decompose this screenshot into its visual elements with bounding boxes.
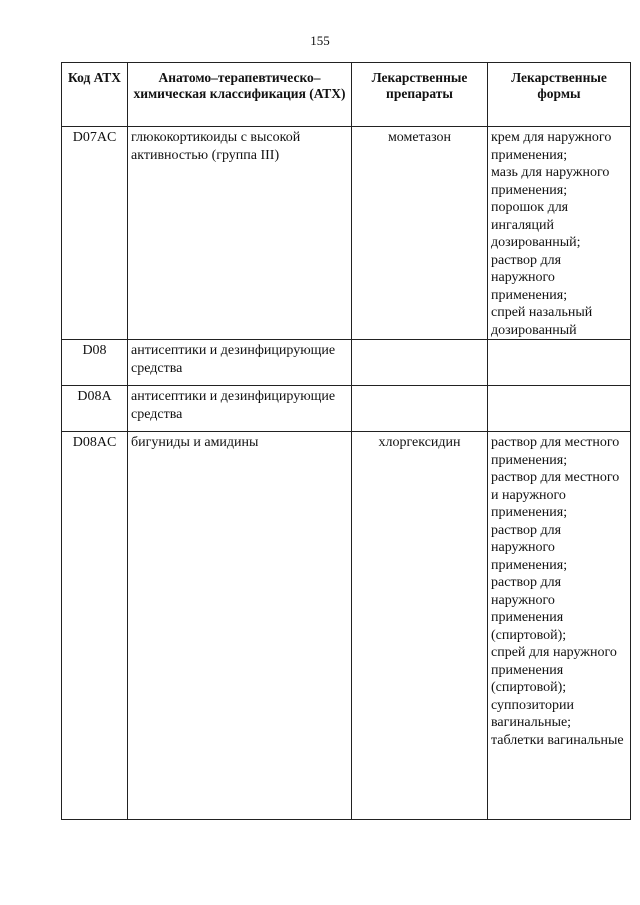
cell-drug: хлоргексидин — [352, 432, 488, 820]
cell-forms — [488, 386, 631, 432]
cell-classification: антисептики и дезинфицирующие средства — [128, 340, 352, 386]
form-item: мазь для наружного применения; — [491, 165, 610, 198]
cell-code: D08AC — [62, 432, 128, 820]
cell-forms — [488, 340, 631, 386]
header-drugs: Лекарственные препараты — [352, 63, 488, 127]
cell-forms — [488, 432, 631, 820]
header-classification: Анатомо–терапевтическо–химическая классификация (АТХ) — [128, 63, 352, 127]
form-item: крем для наружного применения; — [491, 130, 612, 163]
cell-classification: бигуниды и амидины — [128, 432, 352, 820]
form-item: раствор для местного применения; — [491, 435, 620, 468]
form-item: раствор для наружного применения; — [491, 252, 568, 303]
form-item: порошок для ингаляций дозированный; — [491, 200, 581, 250]
page-number: 155 — [310, 33, 330, 48]
table-row — [62, 340, 631, 386]
form-item: таблетки вагинальные — [491, 732, 624, 748]
form-item: спрей для наружного применения (спиртовой); — [491, 645, 617, 695]
cell-forms — [488, 127, 631, 340]
cell-classification: антисептики и дезинфицирующие средства — [128, 386, 352, 432]
form-item: раствор для наружного применения; — [491, 522, 568, 573]
header-code: Код АТХ — [62, 63, 128, 127]
form-item: раствор для местного и наружного применения; — [491, 470, 620, 520]
cell-code: D08 — [62, 340, 128, 386]
header-forms: Лекарственные формы — [488, 63, 631, 127]
cell-drug: мометазон — [352, 127, 488, 340]
form-item: раствор для наружного применения (спиртовой); — [491, 575, 567, 643]
table-row — [62, 386, 631, 432]
cell-drug — [352, 340, 488, 386]
cell-classification: глюкокортикоиды с высокой активностью (группа III) — [128, 127, 352, 340]
table-header — [62, 63, 631, 127]
form-item: спрей назальный дозированный — [491, 305, 593, 338]
table-row — [62, 127, 631, 340]
cell-code: D08A — [62, 386, 128, 432]
form-item: суппозитории вагинальные; — [491, 697, 574, 730]
cell-drug — [352, 386, 488, 432]
table-row — [62, 432, 631, 820]
cell-code: D07AC — [62, 127, 128, 340]
atx-table — [61, 62, 631, 820]
